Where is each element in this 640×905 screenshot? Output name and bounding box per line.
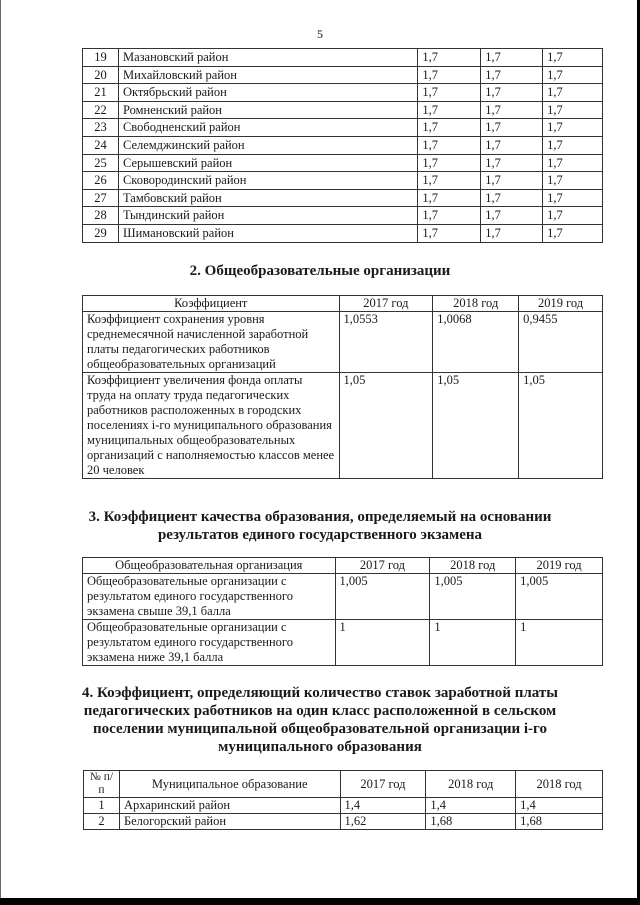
row-number: 24	[83, 136, 119, 154]
value-2019: 0,9455	[519, 312, 603, 373]
table-row	[83, 312, 603, 373]
value-2017: 1,005	[335, 574, 430, 620]
district-name: Мазановский район	[118, 49, 417, 67]
table-row	[83, 574, 603, 620]
district-name: Сковородинский район	[118, 172, 417, 190]
value-2017: 1,62	[340, 814, 426, 830]
municipality-name: Архаринский район	[119, 798, 340, 814]
row-number: 1	[84, 798, 120, 814]
table-header-row	[84, 771, 603, 798]
value-2018: 1,7	[481, 189, 543, 207]
table-header-row	[83, 296, 603, 312]
value-2018: 1,005	[430, 574, 516, 620]
table-row	[83, 66, 603, 84]
value-2019: 1,7	[543, 207, 603, 225]
district-name: Октябрьский район	[118, 84, 417, 102]
table-row	[83, 172, 603, 190]
column-header: 2018 год	[516, 771, 603, 798]
value-2018: 1,7	[481, 154, 543, 172]
section-3-title	[0, 508, 640, 544]
row-number: 2	[84, 814, 120, 830]
row-number: 27	[83, 189, 119, 207]
value-2017: 1,7	[418, 224, 481, 242]
table-row	[84, 814, 603, 830]
section-4-title-line1: 4. Коэффициент, определяющий количество ставок заработной платы	[82, 685, 558, 701]
column-header: 2018 год	[430, 558, 516, 574]
value-2017: 1,7	[418, 84, 481, 102]
column-header: 2018 год	[426, 771, 516, 798]
value-2019: 1,7	[543, 66, 603, 84]
district-name: Шимановский район	[118, 224, 417, 242]
column-header: Общеобразовательная организация	[83, 558, 336, 574]
value-2018: 1,7	[481, 66, 543, 84]
value-2017: 1,7	[418, 119, 481, 137]
district-name: Михайловский район	[118, 66, 417, 84]
column-header: 2018 год	[433, 296, 519, 312]
section-3-title-line2: результатов единого государственного экзамена	[157, 527, 483, 543]
value-2019: 1,7	[543, 101, 603, 119]
value-2019: 1,005	[516, 574, 603, 620]
table-row	[83, 207, 603, 225]
value-2017: 1,0553	[339, 312, 433, 373]
table-header-row	[83, 558, 603, 574]
column-header: 2017 год	[340, 771, 426, 798]
value-2019: 1,7	[543, 119, 603, 137]
municipality-name: Белогорский район	[119, 814, 340, 830]
section-2-title: 2. Общеобразовательные организации	[189, 263, 451, 279]
table-row	[83, 136, 603, 154]
row-number: 19	[83, 49, 119, 67]
value-2017: 1,7	[418, 66, 481, 84]
table-row	[83, 49, 603, 67]
district-name: Свободненский район	[118, 119, 417, 137]
row-number: 22	[83, 101, 119, 119]
value-2018: 1,7	[481, 49, 543, 67]
coefficient-label: Коэффициент увеличения фонда оплаты труда на оплату труда педагогических работников расположенных в городских поселениях i-го муниципального образования муниципальных общеобразовательных организаций с наполняемостью классов менее 20 человек	[83, 373, 340, 479]
table-row	[83, 620, 603, 666]
district-name: Тамбовский район	[118, 189, 417, 207]
value-2018: 1,05	[433, 373, 519, 479]
row-number: 25	[83, 154, 119, 172]
value-2019: 1,7	[543, 84, 603, 102]
value-2017: 1,7	[418, 154, 481, 172]
column-header: 2019 год	[519, 296, 603, 312]
value-2019: 1,7	[543, 189, 603, 207]
value-2019: 1,7	[543, 224, 603, 242]
section-3-title-line1: 3. Коэффициент качества образования, определяемый на основании	[88, 509, 552, 525]
column-header: Муниципальное образование	[119, 771, 340, 798]
value-2018: 1,7	[481, 84, 543, 102]
education-quality-coefficients-table	[82, 557, 603, 666]
value-2017: 1,7	[418, 49, 481, 67]
value-2017: 1,4	[340, 798, 426, 814]
column-header: 2019 год	[516, 558, 603, 574]
value-2018: 1,68	[426, 814, 516, 830]
district-name: Тындинский район	[118, 207, 417, 225]
value-2018: 1,7	[481, 136, 543, 154]
value-2018: 1,7	[481, 172, 543, 190]
district-name: Селемджинский район	[118, 136, 417, 154]
value-2017: 1,05	[339, 373, 433, 479]
column-header: 2017 год	[339, 296, 433, 312]
value-2018: 1,7	[481, 119, 543, 137]
table-row	[83, 101, 603, 119]
column-header: Коэффициент	[83, 296, 340, 312]
value-2019: 1,05	[519, 373, 603, 479]
section-4-title-line4: муниципального образования	[218, 739, 422, 755]
value-2019: 1,68	[516, 814, 603, 830]
table-row	[83, 119, 603, 137]
section-4-title-line3: поселении муниципальной общеобразовательной организации i-го	[93, 721, 547, 737]
scan-edge-left	[0, 0, 1, 905]
value-2018: 1,7	[481, 101, 543, 119]
value-2017: 1,7	[418, 172, 481, 190]
value-2019: 1	[516, 620, 603, 666]
value-2019: 1,7	[543, 136, 603, 154]
column-header-number: № п/п	[84, 771, 120, 798]
row-number: 26	[83, 172, 119, 190]
value-2017: 1,7	[418, 136, 481, 154]
table-row	[83, 84, 603, 102]
value-2018: 1	[430, 620, 516, 666]
rural-staff-rate-coefficients-table	[83, 770, 603, 830]
value-2017: 1	[335, 620, 430, 666]
row-number: 28	[83, 207, 119, 225]
district-coefficient-table-continued	[82, 48, 603, 243]
value-2019: 1,7	[543, 154, 603, 172]
section-4-title	[0, 684, 640, 756]
organization-label: Общеобразовательные организации с результатом единого государственного экзамена свыше 39,1 балла	[83, 574, 336, 620]
row-number: 21	[83, 84, 119, 102]
table-row	[83, 373, 603, 479]
row-number: 23	[83, 119, 119, 137]
table-row	[83, 189, 603, 207]
general-education-coefficients-table	[82, 295, 603, 479]
value-2018: 1,7	[481, 224, 543, 242]
row-number: 29	[83, 224, 119, 242]
value-2018: 1,0068	[433, 312, 519, 373]
value-2018: 1,4	[426, 798, 516, 814]
coefficient-label: Коэффициент сохранения уровня среднемесячной начисленной заработной платы педагогических работников общеобразовательных организаций	[83, 312, 340, 373]
value-2017: 1,7	[418, 101, 481, 119]
value-2017: 1,7	[418, 207, 481, 225]
value-2017: 1,7	[418, 189, 481, 207]
value-2019: 1,4	[516, 798, 603, 814]
organization-label: Общеобразовательные организации с результатом единого государственного экзамена ниже 39,1 балла	[83, 620, 336, 666]
scan-edge-bottom	[0, 898, 640, 905]
district-name: Серышевский район	[118, 154, 417, 172]
table-row	[83, 154, 603, 172]
column-header: 2017 год	[335, 558, 430, 574]
district-name: Ромненский район	[118, 101, 417, 119]
section-4-title-line2: педагогических работников на один класс расположенной в сельском	[83, 703, 557, 719]
row-number: 20	[83, 66, 119, 84]
value-2019: 1,7	[543, 49, 603, 67]
table-row	[84, 798, 603, 814]
table-row	[83, 224, 603, 242]
page-number: 5	[317, 27, 323, 41]
value-2019: 1,7	[543, 172, 603, 190]
value-2018: 1,7	[481, 207, 543, 225]
